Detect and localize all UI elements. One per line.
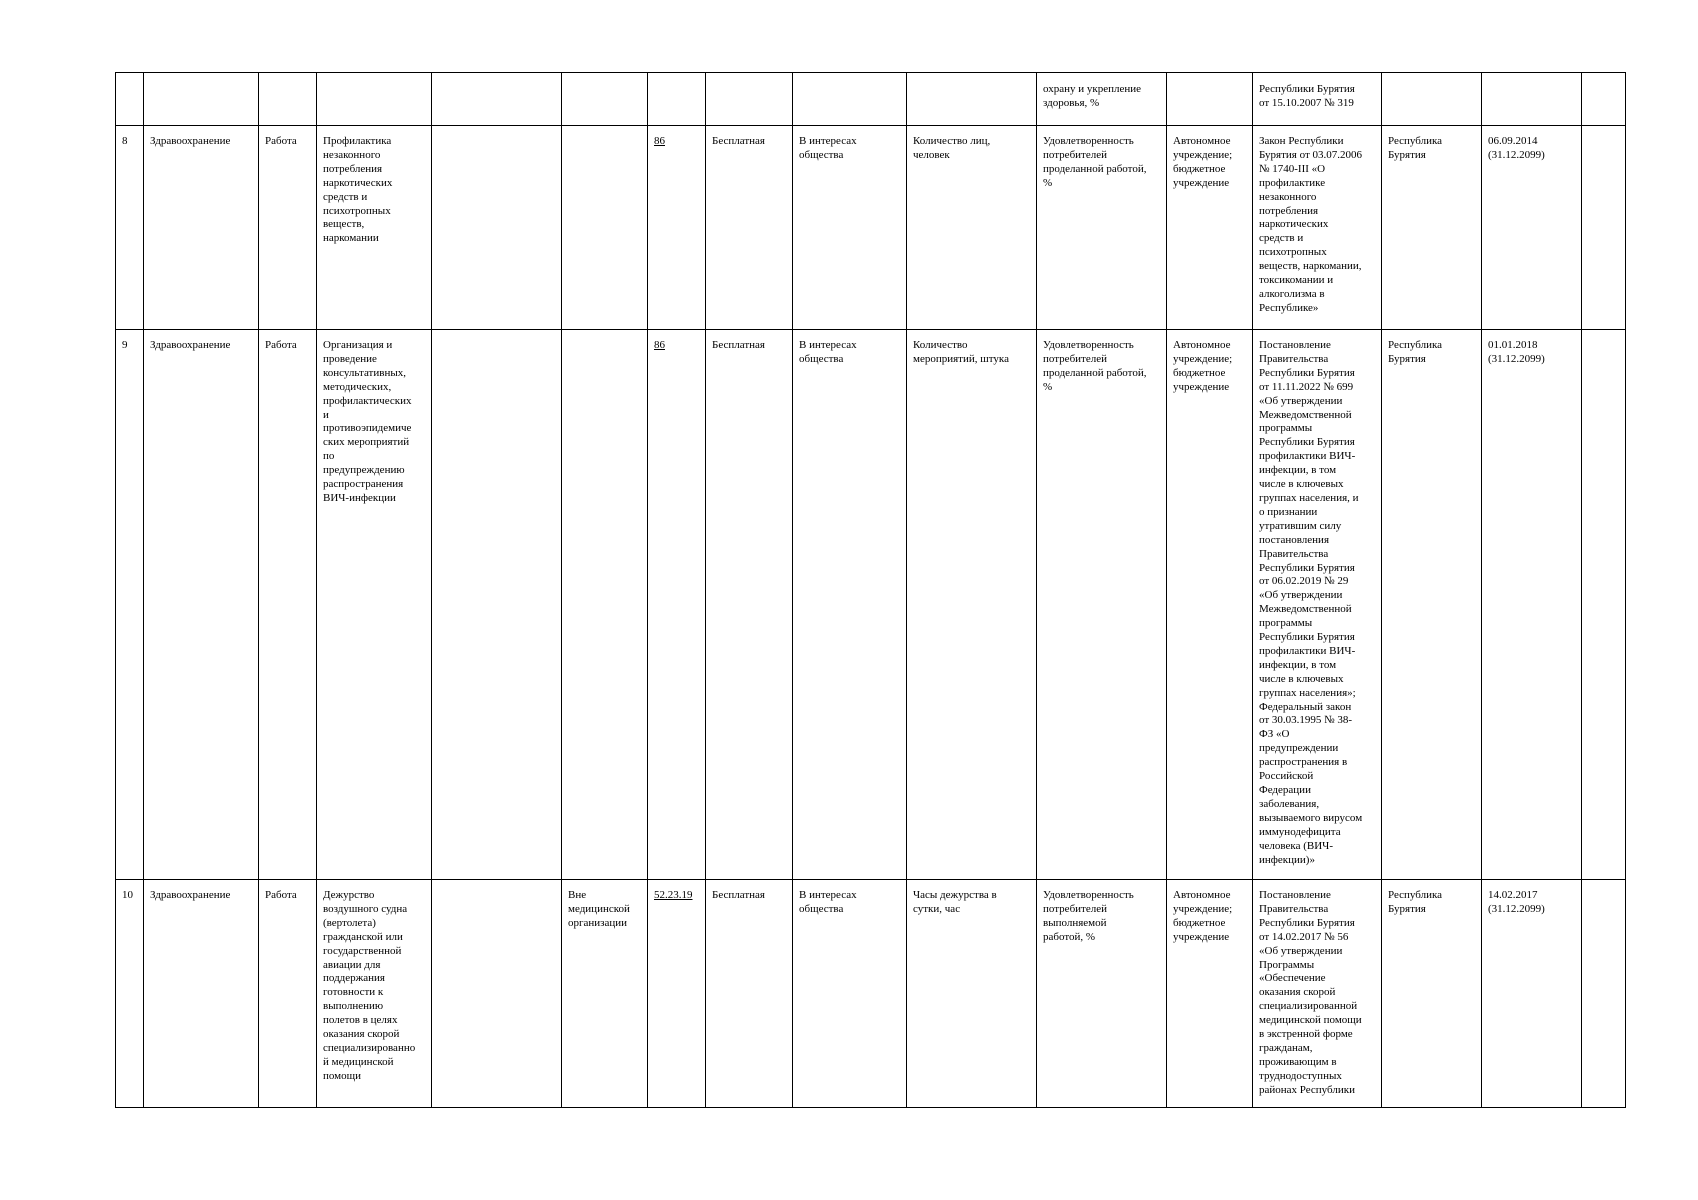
date-cell: 06.09.2014 (31.12.2099) (1482, 126, 1582, 330)
consumers-cell: В интересах общества (793, 330, 907, 880)
sphere-cell (144, 73, 259, 126)
service-name-cell: Организация и проведение консультативных, методических, профилактических и противоэпидемиче ских мероприятий по предупреждению распространения ВИЧ-инфекции (317, 330, 432, 880)
service-name-cell: Профилактика незаконного потребления наркотических средств и психотропных веществ, наркомании (317, 126, 432, 330)
extra-cell (1582, 330, 1626, 880)
content-cell (432, 330, 562, 880)
region-cell: Республика Бурятия (1382, 126, 1482, 330)
conditions-cell: Вне медицинской организации (562, 880, 648, 1108)
consumers-cell: В интересах общества (793, 880, 907, 1108)
payment-cell (706, 73, 793, 126)
table-row (116, 73, 1626, 126)
payment-cell: Бесплатная (706, 126, 793, 330)
okved-code-link[interactable]: 86 (654, 339, 665, 351)
table-row (116, 330, 1626, 880)
quality-indicator-cell: охрану и укрепление здоровья, % (1037, 73, 1167, 126)
institution-type-cell: Автономное учреждение; бюджетное учреждение (1167, 880, 1253, 1108)
consumers-cell: В интересах общества (793, 126, 907, 330)
extra-cell (1582, 73, 1626, 126)
registry-table (115, 72, 1626, 1108)
quality-indicator-cell: Удовлетворенность потребителей проделанной работой, % (1037, 126, 1167, 330)
date-cell: 14.02.2017 (31.12.2099) (1482, 880, 1582, 1108)
legal-basis-cell: Закон Республики Бурятия от 03.07.2006 № 1740-III «О профилактике незаконного потребления наркотических средств и психотропных веществ, наркомании, токсикомании и алкоголизма в Республике» (1253, 126, 1382, 330)
okved-code-cell (648, 330, 706, 880)
service-name-cell (317, 73, 432, 126)
legal-basis-cell: Постановление Правительства Республики Бурятия от 14.02.2017 № 56 «Об утверждении Программы «Обеспечение оказания скорой специализированной медицинской помощи в экстренной форме гражданам, проживающим в труднодоступных районах Республики (1253, 880, 1382, 1108)
table-row (116, 126, 1626, 330)
conditions-cell (562, 73, 648, 126)
institution-type-cell: Автономное учреждение; бюджетное учреждение (1167, 330, 1253, 880)
content-cell (432, 880, 562, 1108)
quality-indicator-cell: Удовлетворенность потребителей выполняемой работой, % (1037, 880, 1167, 1108)
okved-code-cell (648, 880, 706, 1108)
okved-code-link[interactable]: 86 (654, 135, 665, 147)
extra-cell (1582, 880, 1626, 1108)
region-cell (1382, 73, 1482, 126)
sphere-cell: Здравоохранение (144, 880, 259, 1108)
legal-basis-cell: Республики Бурятия от 15.10.2007 № 319 (1253, 73, 1382, 126)
type-cell: Работа (259, 126, 317, 330)
region-cell: Республика Бурятия (1382, 330, 1482, 880)
row-number-cell: 9 (116, 330, 144, 880)
quality-indicator-cell: Удовлетворенность потребителей проделанной работой, % (1037, 330, 1167, 880)
institution-type-cell: Автономное учреждение; бюджетное учреждение (1167, 126, 1253, 330)
payment-cell: Бесплатная (706, 330, 793, 880)
institution-type-cell (1167, 73, 1253, 126)
conditions-cell (562, 126, 648, 330)
row-number-cell: 10 (116, 880, 144, 1108)
payment-cell: Бесплатная (706, 880, 793, 1108)
region-cell: Республика Бурятия (1382, 880, 1482, 1108)
volume-indicator-cell: Часы дежурства в сутки, час (907, 880, 1037, 1108)
consumers-cell (793, 73, 907, 126)
okved-code-cell (648, 126, 706, 330)
date-cell: 01.01.2018 (31.12.2099) (1482, 330, 1582, 880)
service-name-cell: Дежурство воздушного судна (вертолета) гражданской или государственной авиации для поддержания готовности к выполнению полетов в целях оказания скорой специализированно й медицинской помощи (317, 880, 432, 1108)
type-cell (259, 73, 317, 126)
sphere-cell: Здравоохранение (144, 126, 259, 330)
volume-indicator-cell (907, 73, 1037, 126)
volume-indicator-cell: Количество мероприятий, штука (907, 330, 1037, 880)
type-cell: Работа (259, 330, 317, 880)
row-number-cell (116, 73, 144, 126)
okved-code-link[interactable]: 52.23.19 (654, 889, 693, 901)
sphere-cell: Здравоохранение (144, 330, 259, 880)
content-cell (432, 126, 562, 330)
legal-basis-cell: Постановление Правительства Республики Бурятия от 11.11.2022 № 699 «Об утверждении Межведомственной программы Республики Бурятия профилактики ВИЧ- инфекции, в том числе в ключевых группах населения, и о признании утратившим силу постановления Правительства Республики Бурятия от 06.02.2019 № 29 «Об утверждении Межведомственной программы Республики Бурятия профилактики ВИЧ- инфекции, в том числе в ключевых группах населения»; Федеральный закон от 30.03.1995 № 38- ФЗ «О предупреждении распространения в Российской Федерации заболевания, вызываемого вирусом иммунодефицита человека (ВИЧ- инфекции)» (1253, 330, 1382, 880)
extra-cell (1582, 126, 1626, 330)
table-row (116, 880, 1626, 1108)
date-cell (1482, 73, 1582, 126)
type-cell: Работа (259, 880, 317, 1108)
row-number-cell: 8 (116, 126, 144, 330)
okved-code-cell (648, 73, 706, 126)
conditions-cell (562, 330, 648, 880)
content-cell (432, 73, 562, 126)
volume-indicator-cell: Количество лиц, человек (907, 126, 1037, 330)
